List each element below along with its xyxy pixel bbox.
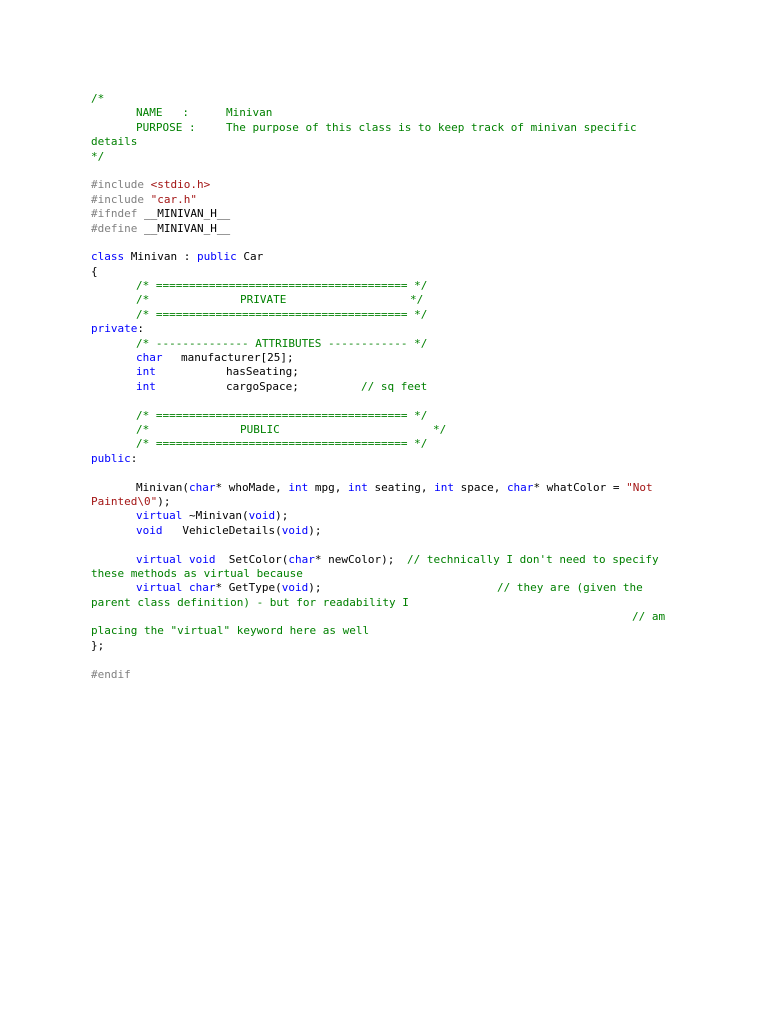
blank-line: [91, 538, 731, 552]
base-class: Car: [243, 250, 264, 264]
endif-line: [91, 668, 731, 682]
void-keyword: void: [281, 581, 309, 595]
close-brace: };: [91, 638, 105, 652]
banner-text: /* ====================================== */: [136, 437, 428, 451]
banner-text: /* ====================================== */: [136, 279, 428, 293]
sc-name: SetColor(: [215, 552, 289, 566]
private-banner-mid: [91, 293, 731, 307]
public-banner-mid: [91, 423, 731, 437]
set-color-signature: [136, 553, 394, 567]
gt-end: );: [308, 581, 322, 595]
banner-text: /* ====================================== */: [136, 307, 428, 321]
comment-purpose-wrap: [91, 135, 731, 149]
am-comment-wrap: placing the "virtual" keyword here as well: [91, 624, 370, 638]
field-name: manufacturer[25];: [181, 351, 294, 365]
constructor-line: [91, 481, 731, 495]
public-banner-bottom: [91, 437, 731, 451]
sc-comment-wrap: these methods as virtual because: [91, 566, 303, 580]
void-keyword: void: [188, 552, 216, 566]
set-color-comment-wrap: [91, 567, 731, 581]
ctor-default-string: "Not: [626, 480, 653, 494]
get-type-signature: [136, 581, 321, 595]
set-color-line: [91, 553, 731, 567]
purpose-wrap: details: [91, 135, 138, 149]
type-keyword: char: [288, 552, 315, 566]
banner-close: */: [433, 422, 447, 436]
private-colon: :: [137, 322, 144, 336]
banner-open: /*: [136, 422, 150, 436]
define-name: __MINIVAN_H__: [143, 221, 231, 235]
blank-line: [91, 236, 731, 250]
gt-comment-wrap: parent class definition) - but for readability I: [91, 595, 409, 609]
private-banner-bottom: [91, 308, 731, 322]
private-label-line: [91, 322, 731, 336]
include-directive: #include: [91, 178, 144, 192]
constructor-wrap-line: [91, 495, 731, 509]
banner-close: */: [410, 293, 424, 307]
blank-line: [91, 394, 731, 408]
banner-open: /*: [136, 293, 150, 307]
ctor-param: * whoMade,: [215, 480, 289, 494]
class-declaration: [91, 250, 731, 264]
type-keyword: int: [288, 480, 309, 494]
name-label: NAME :: [136, 106, 189, 120]
vehicle-details-signature: [136, 524, 321, 538]
define-directive: #define: [91, 221, 138, 235]
sc-comment: // technically I don't need to specify: [407, 552, 659, 566]
comment-open: [91, 92, 731, 106]
blank-line: [91, 466, 731, 480]
field-type: int: [136, 379, 156, 393]
dtor-name: ~Minivan(: [182, 509, 249, 523]
include-target: <stdio.h>: [150, 178, 211, 192]
ctor-default-string-wrap: Painted\0": [91, 494, 158, 508]
purpose-value: The purpose of this class is to keep track of minivan specific: [226, 120, 637, 134]
private-banner-top: [91, 279, 731, 293]
attributes-comment: /* -------------- ATTRIBUTES ------------ */: [136, 336, 428, 350]
virtual-keyword: virtual: [136, 552, 183, 566]
dtor-end: );: [275, 509, 289, 523]
field-line: [91, 351, 731, 365]
sc-rest: * newColor);: [314, 552, 395, 566]
define-line: [91, 222, 731, 236]
comment-name-line: [91, 106, 731, 120]
ctor-name: Minivan(: [136, 480, 189, 494]
type-keyword: char: [188, 581, 216, 595]
am-comment-wrap-line: [91, 624, 731, 638]
open-brace-line: [91, 265, 731, 279]
public-label: public: [91, 451, 131, 465]
ctor-param: * whatColor =: [533, 480, 627, 494]
ifndef-line: [91, 207, 731, 221]
include-line: [91, 178, 731, 192]
public-colon: :: [130, 451, 138, 465]
type-keyword: int: [347, 480, 368, 494]
ctor-param: space,: [453, 480, 507, 494]
private-label: private: [91, 322, 138, 336]
destructor-line: [91, 509, 731, 523]
class-colon: :: [183, 250, 191, 264]
banner-text: /* ====================================== */: [136, 408, 428, 422]
type-keyword: char: [188, 480, 216, 494]
public-keyword: public: [196, 250, 237, 264]
comment-purpose-line: [91, 121, 731, 135]
vd-name: VehicleDetails(: [162, 523, 282, 537]
type-keyword: int: [434, 480, 454, 494]
code-document: [91, 92, 731, 682]
include-line: [91, 193, 731, 207]
endif-directive: #endif: [91, 667, 131, 681]
comment-close: [91, 150, 731, 164]
banner-title: PUBLIC: [240, 422, 280, 436]
include-directive: #include: [91, 192, 144, 206]
class-keyword: class: [91, 250, 125, 264]
void-keyword: void: [248, 509, 276, 523]
ctor-param: mpg,: [308, 480, 348, 494]
destructor-signature: [136, 509, 288, 523]
void-keyword: void: [281, 523, 309, 537]
field-name: cargoSpace;: [226, 379, 299, 393]
vehicle-details-line: [91, 524, 731, 538]
am-comment: // am: [632, 610, 666, 624]
virtual-keyword: virtual: [136, 581, 183, 595]
am-comment-line: [91, 610, 731, 624]
comment-open-text: /*: [91, 92, 105, 105]
void-keyword: void: [136, 523, 163, 537]
field-name: hasSeating;: [226, 365, 299, 379]
name-value: Minivan: [226, 106, 273, 120]
ctor-end: );: [157, 494, 171, 508]
field-line: [91, 365, 731, 379]
virtual-keyword: virtual: [136, 509, 183, 523]
gt-comment: // they are (given the: [497, 581, 643, 595]
banner-title: PRIVATE: [240, 293, 287, 307]
public-label-line: [91, 452, 731, 466]
purpose-label: PURPOSE :: [136, 120, 196, 134]
field-type: int: [136, 365, 156, 379]
ctor-param: seating,: [367, 480, 435, 494]
get-type-line: [91, 581, 731, 595]
public-banner-top: [91, 409, 731, 423]
gt-name: * GetType(: [215, 581, 282, 595]
field-comment: // sq feet: [361, 379, 428, 393]
ifndef-name: __MINIVAN_H__: [143, 207, 231, 221]
attributes-comment-line: [91, 337, 731, 351]
comment-close-text: */: [91, 149, 105, 163]
blank-line: [91, 164, 731, 178]
type-keyword: char: [506, 480, 534, 494]
include-target: "car.h": [150, 192, 197, 206]
close-brace-line: [91, 639, 731, 653]
constructor-signature: [136, 481, 653, 495]
get-type-comment-wrap: [91, 596, 731, 610]
blank-line: [91, 653, 731, 667]
class-name: Minivan: [130, 250, 178, 264]
open-brace: {: [91, 264, 98, 278]
field-line: [91, 380, 731, 394]
vd-end: );: [308, 523, 322, 537]
ifndef-directive: #ifndef: [91, 207, 138, 221]
field-type: char: [136, 351, 163, 365]
